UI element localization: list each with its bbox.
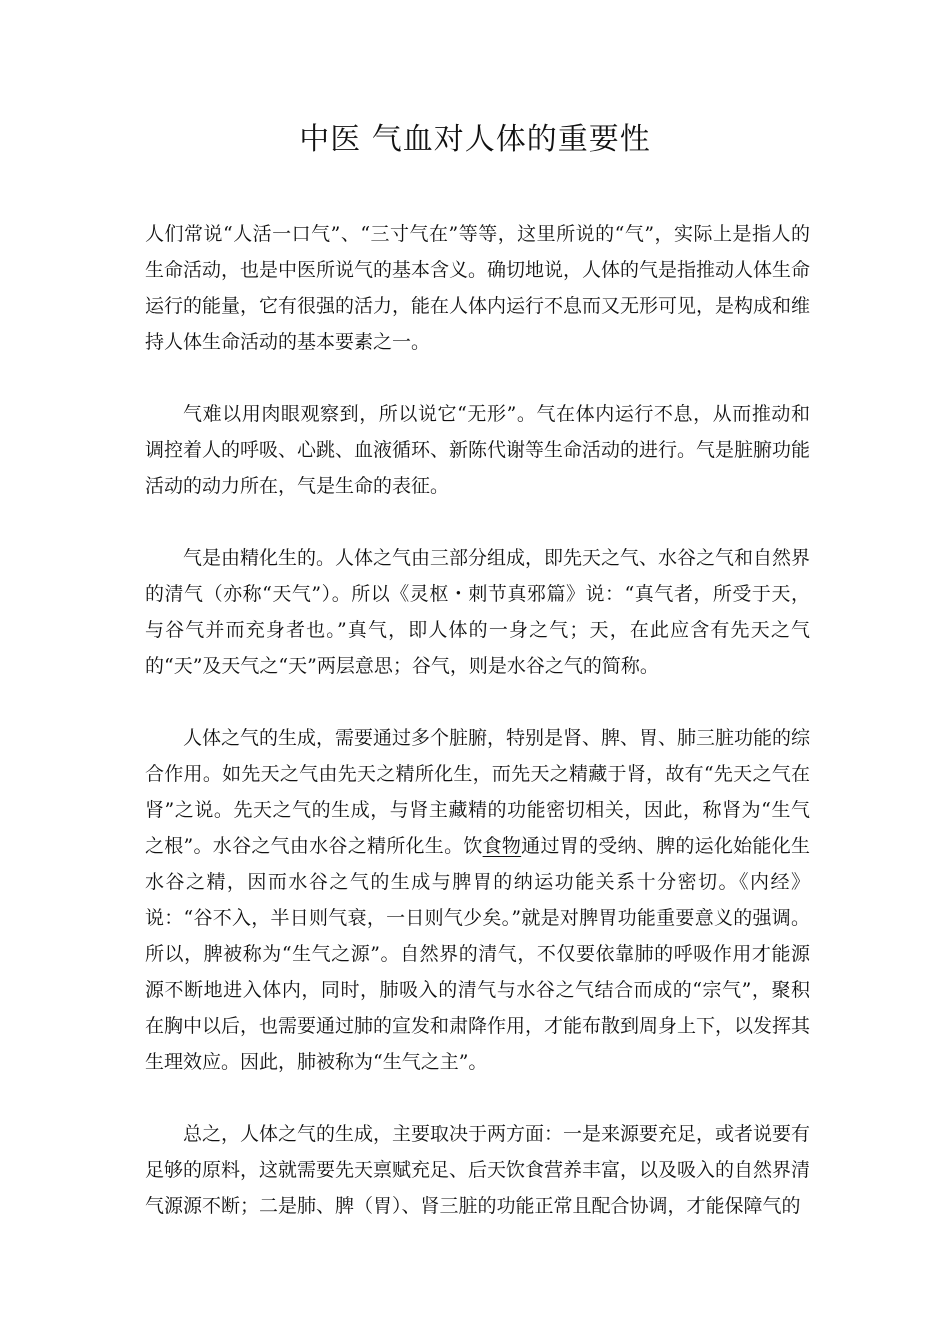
food-link[interactable]: 食物 [482, 835, 522, 857]
paragraph-4-text-before: 人体之气的生成，需要通过多个脏腑，特别是肾、脾、胃、肺三脏功能的综合作用。如先天之气由先天之精所化生，而先天之精藏于肾，故有“先天之气在肾”之说。先天之气的生成，与肾主藏精的功能密切相关，因此，称肾为“生气之根”。水谷之气由水谷之精所化生。饮 [145, 727, 811, 857]
paragraph-4 [145, 720, 810, 1080]
paragraph-1: 人们常说“人活一口气”、“三寸气在”等等，这里所说的“气”，实际上是指人的生命活动，也是中医所说气的基本含义。确切地说，人体的气是指推动人体生命运行的能量，它有很强的活力，能在人体内运行不息而又无形可见，是构成和维持人体生命活动的基本要素之一。 [145, 223, 811, 353]
paragraph-5: 总之，人体之气的生成，主要取决于两方面：一是来源要充足，或者说要有足够的原料，这就需要先天禀赋充足、后天饮食营养丰富，以及吸入的自然界清气源源不断；二是肺、脾（胃）、肾三脏的功能正常且配合协调，才能保障气的 [145, 1123, 811, 1217]
paragraph-3: 气是由精化生的。人体之气由三部分组成，即先天之气、水谷之气和自然界的清气（亦称“天气”）。所以《灵枢・刺节真邪篇》说：“真气者，所受于天，与谷气并而充身者也。”真气，即人体的一身之气；天，在此应含有先天之气的“天”及天气之“天”两层意思；谷气，则是水谷之气的简称。 [145, 547, 811, 677]
paragraph-4-text-after: 通过胃的受纳、脾的运化始能化生水谷之精，因而水谷之气的生成与脾胃的纳运功能关系十分密切。《内经》说：“谷不入，半日则气衰，一日则气少矣。”就是对脾胃功能重要意义的强调。所以，脾被称为“生气之源”。自然界的清气，不仅要依靠肺的呼吸作用才能源源不断地进入体内，同时，肺吸入的清气与水谷之气结合而成的“宗气”，聚积在胸中以后，也需要通过肺的宣发和肃降作用，才能布散到周身上下，以发挥其生理效应。因此，肺被称为“生气之主”。 [145, 835, 811, 1073]
paragraph-2: 气难以用肉眼观察到，所以说它“无形”。气在体内运行不息，从而推动和调控着人的呼吸、心跳、血液循环、新陈代谢等生命活动的进行。气是脏腑功能活动的动力所在，气是生命的表征。 [145, 403, 811, 497]
document-body [145, 216, 810, 1260]
page-title: 中医 气血对人体的重要性 [299, 122, 651, 157]
